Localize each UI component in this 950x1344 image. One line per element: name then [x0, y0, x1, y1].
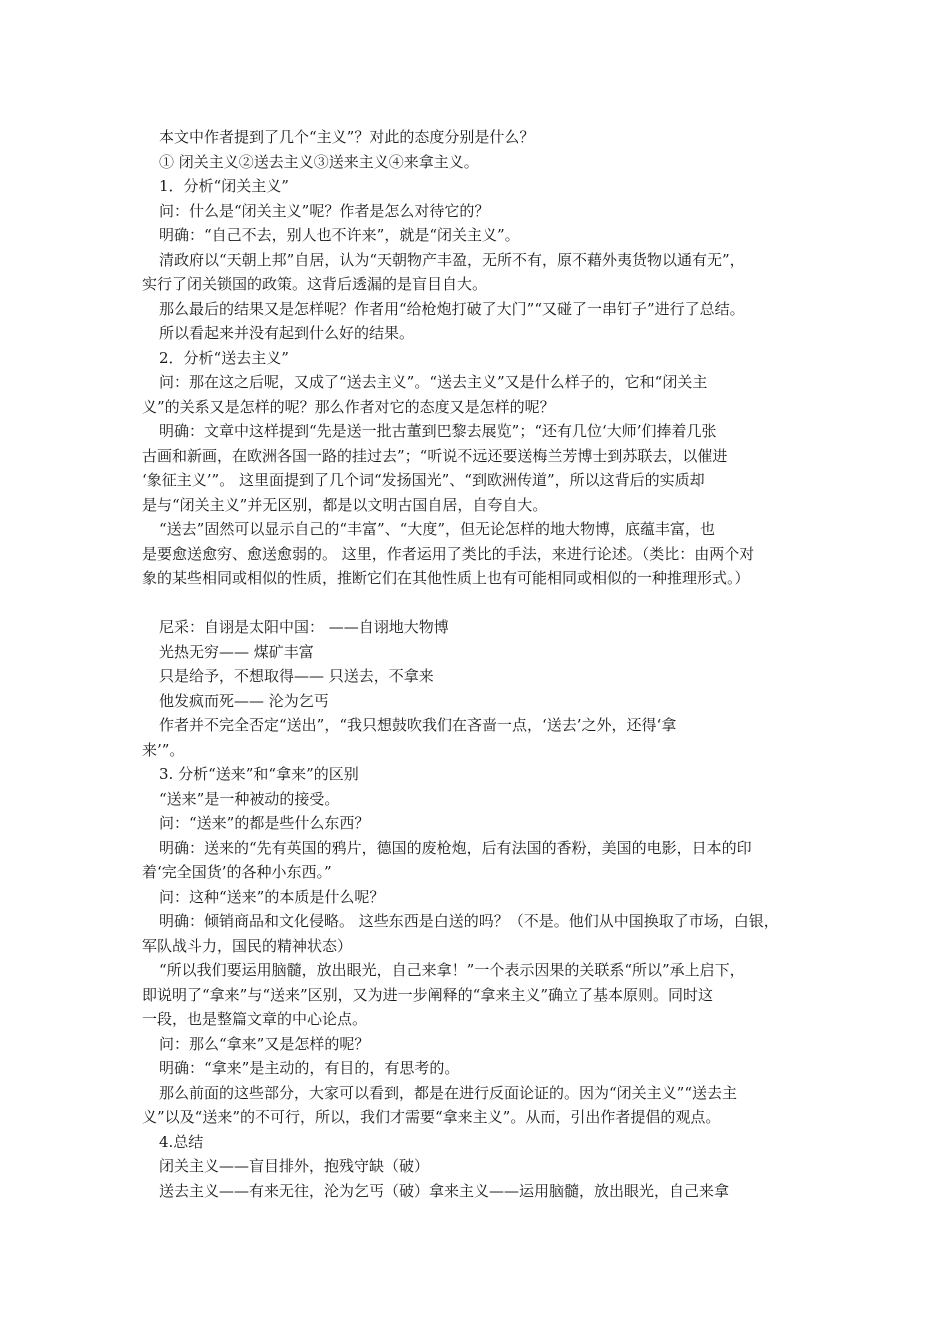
- summary-line: 闭关主义——盲目排外，抱残守缺（破）: [159, 1157, 430, 1175]
- section-heading: 1．分析“闭关主义”: [159, 177, 289, 195]
- paragraph-line: 那么最后的结果又是怎样呢？作者用“给枪炮打破了大门”“又碰了一串钉子”进行了总结。: [159, 299, 745, 318]
- analogy-line: 尼采：自诩是太阳中国： ——自诩地大物博: [159, 618, 449, 636]
- answer-line: ‘象征主义’”。 这里面提到了几个词“发扬国光”、“到欧洲传道”，所以这背后的实质却: [142, 471, 705, 489]
- paragraph-line: 象的某些相同或相似的性质，推断它们在其他性质上也有可能相同或相似的一种推理形式。）: [142, 569, 750, 587]
- paragraph-line: 所以看起来并没有起到什么好的结果。: [159, 324, 415, 342]
- answer-line: 军队战斗力，国民的精神状态）: [142, 936, 353, 955]
- section-heading: 4.总结: [159, 1132, 204, 1151]
- question-line: 义”的关系又是怎样的呢？那么作者对它的态度又是怎样的呢？: [142, 397, 555, 416]
- question-line: 本文中作者提到了几个“主义”？对此的态度分别是什么？: [159, 128, 535, 146]
- paragraph-line: 清政府以“天朝上邦”自居，认为“天朝物产丰盈，无所不有，原不藉外夷货物以通有无”，: [159, 250, 745, 269]
- question-line: 问：“送来”的都是些什么东西？: [159, 814, 370, 832]
- blank-line: [142, 591, 824, 616]
- answer-line: 明确：倾销商品和文化侵略。 这些东西是白送的吗？（不是。他们从中国换取了市场，白银，: [159, 912, 779, 930]
- section-heading: 3. 分析“送来”和“拿来”的区别: [159, 765, 359, 783]
- paragraph-line: 作者并不完全否定“送出”，“我只想鼓吹我们在吝啬一点，‘送去’之外，还得‘拿: [159, 716, 677, 734]
- paragraph-line: 来’”。: [142, 740, 185, 759]
- summary-line: 送去主义——有来无往，沦为乞丐（破）拿来主义——运用脑髓，放出眼光，自己来拿: [159, 1181, 730, 1200]
- paragraph-line: 义”以及“送来”的不可行，所以，我们才需要“拿来主义”。从而，引出作者提倡的观点。: [142, 1108, 721, 1126]
- section-heading: 2．分析“送去主义”: [159, 348, 289, 367]
- analogy-line: 光热无穷—— 煤矿丰富: [159, 642, 314, 661]
- answer-line: 着‘完全国货’的各种小东西。”: [142, 863, 332, 881]
- document-body: [142, 125, 824, 1203]
- answer-line: 明确：文章中这样提到“先是送一批古董到巴黎去展览”；“还有几位‘大师’们捧着几张: [159, 422, 717, 440]
- answer-line: 明确：“拿来”是主动的，有目的，有思考的。: [159, 1059, 460, 1077]
- answer-line: 是与“闭关主义”并无区别，都是以文明古国自居，自夸自大。: [142, 495, 548, 514]
- answer-line: 古画和新画，在欧洲各国一路的挂过去”；“听说不远还要送梅兰芳博士到苏联去，以催进: [142, 446, 728, 465]
- paragraph-line: 是要愈送愈穷、愈送愈弱的。 这里，作者运用了类比的手法，来进行论述。（类比：由两个对: [142, 544, 755, 563]
- analogy-line: 只是给予，不想取得—— 只送去，不拿来: [159, 667, 434, 685]
- paragraph-line: “送来”是一种被动的接受。: [159, 789, 340, 808]
- paragraph-line: 实行了闭关锁国的政策。这背后透漏的是盲目自大。: [142, 275, 488, 293]
- question-line: 问：这种“送来”的本质是什么呢？: [159, 887, 385, 906]
- question-line: 问：那在这之后呢，又成了“送去主义”。“送去主义”又是什么样子的，它和“闭关主: [159, 373, 708, 391]
- answer-line: 明确：送来的“先有英国的鸦片，德国的废枪炮，后有法国的香粉，美国的电影，日本的印: [159, 838, 752, 857]
- paragraph-line: 即说明了“拿来”与“送来”区别，又为进一步阐释的“拿来主义”确立了基本原则。同时这: [142, 985, 714, 1004]
- analogy-line: 他发疯而死—— 沦为乞丐: [159, 691, 329, 710]
- paragraph-line: 一段，也是整篇文章的中心论点。: [142, 1010, 368, 1028]
- paragraph-line: 那么前面的这些部分，大家可以看到，都是在进行反面论证的。因为“闭关主义”“送去主: [159, 1083, 738, 1102]
- answer-line: ① 闭关主义②送去主义③送来主义④来拿主义。: [159, 152, 479, 171]
- paragraph-line: “送去”固然可以显示自己的“丰富”、“大度”，但无论怎样的地大物博，底蕴丰富，也: [159, 520, 716, 538]
- question-line: 问：什么是“闭关主义”呢？作者是怎么对待它的？: [159, 201, 490, 220]
- paragraph-line: “所以我们要运用脑髓，放出眼光，自己来拿！”一个表示因果的关联系“所以”承上启下，: [159, 961, 745, 979]
- answer-line: 明确：“自己不去，别人也不许来”，就是“闭关主义”。: [159, 226, 520, 244]
- question-line: 问：那么“拿来”又是怎样的呢？: [159, 1034, 370, 1053]
